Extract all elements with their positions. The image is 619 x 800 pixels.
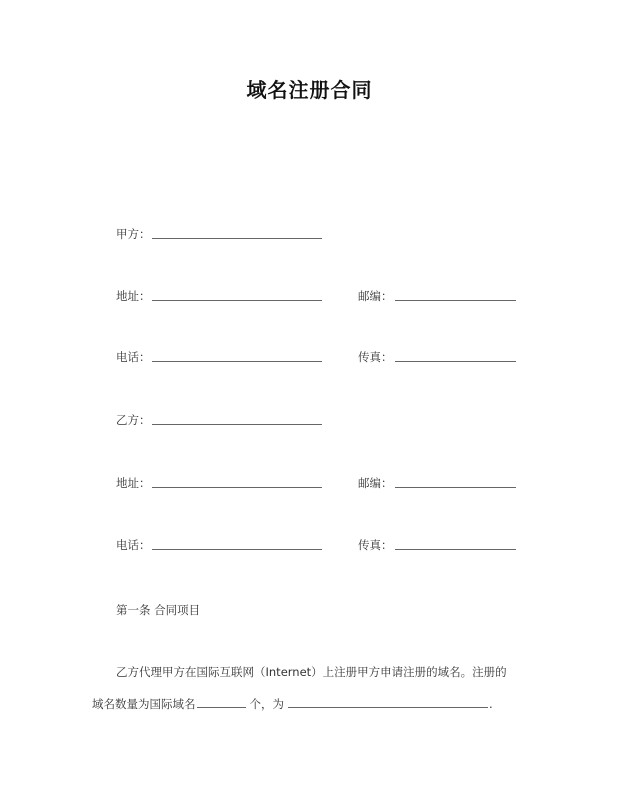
party-a-name-row xyxy=(0,224,619,244)
document-title: 域名注册合同 xyxy=(246,78,373,102)
party-b-address-label: 地址： xyxy=(116,476,151,490)
party-a-address-field[interactable] xyxy=(152,300,322,301)
party-b-phone-label: 电话： xyxy=(116,538,151,552)
line2-text-end: . xyxy=(489,697,493,711)
party-b-fax-field[interactable] xyxy=(395,549,516,550)
party-a-postcode-label: 邮编： xyxy=(358,289,393,303)
party-a-phone-row xyxy=(0,347,619,367)
party-a-address-label: 地址： xyxy=(116,289,151,303)
line2-text-start: 域名数量为国际域名 xyxy=(92,697,196,711)
section-1-heading: 第一条 合同项目 xyxy=(116,603,201,617)
domain-name-field[interactable] xyxy=(288,695,488,708)
section-1-paragraph-line-1: 乙方代理甲方在国际互联网（Internet）上注册甲方申请注册的域名。注册的 xyxy=(116,665,507,679)
party-a-address-row xyxy=(0,286,619,306)
domain-count-field[interactable] xyxy=(197,695,246,708)
party-b-address-row xyxy=(0,473,619,493)
party-b-name-field[interactable] xyxy=(152,424,322,425)
party-a-phone-field[interactable] xyxy=(152,361,322,362)
party-a-name-label: 甲方： xyxy=(116,227,151,241)
party-a-phone-label: 电话： xyxy=(116,350,151,364)
party-a-fax-label: 传真： xyxy=(358,350,393,364)
party-b-fax-label: 传真： xyxy=(358,538,393,552)
party-b-name-row xyxy=(0,410,619,430)
party-a-postcode-field[interactable] xyxy=(395,300,516,301)
party-a-name-field[interactable] xyxy=(152,238,322,239)
party-a-fax-field[interactable] xyxy=(395,361,516,362)
party-b-postcode-field[interactable] xyxy=(395,487,516,488)
section-1-paragraph-line-2 xyxy=(92,694,522,714)
party-b-name-label: 乙方： xyxy=(116,413,151,427)
party-b-postcode-label: 邮编： xyxy=(358,476,393,490)
party-b-address-field[interactable] xyxy=(152,487,322,488)
party-b-phone-field[interactable] xyxy=(152,549,322,550)
line2-text-middle: 个，为 xyxy=(249,697,284,711)
party-b-phone-row xyxy=(0,535,619,555)
